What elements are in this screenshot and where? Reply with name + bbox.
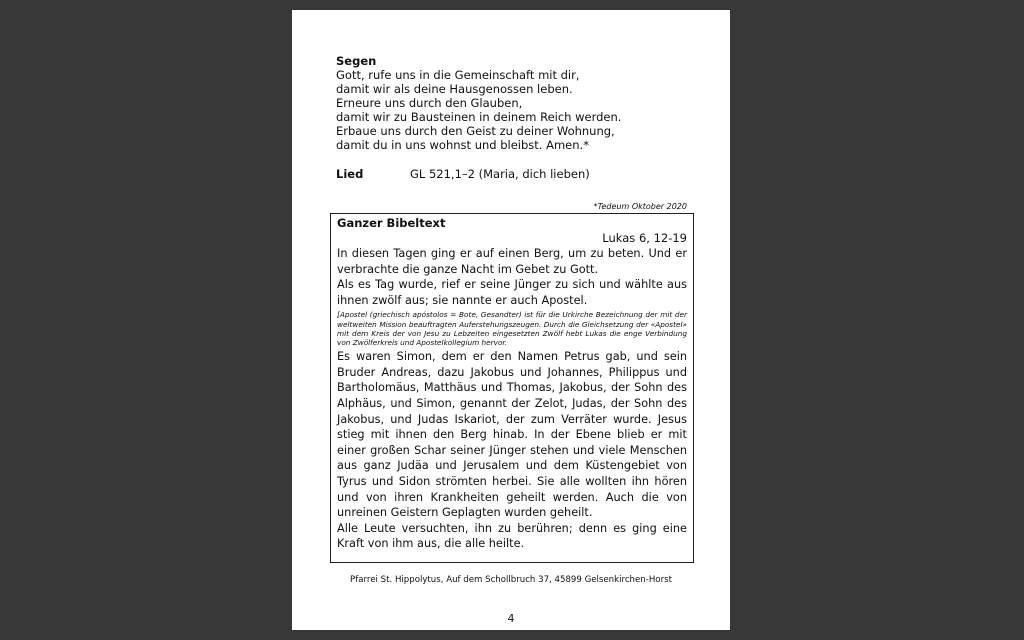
segen-line: damit wir zu Bausteinen in deinem Reich werden. [336,110,622,124]
document-page [292,10,730,630]
footer-address: Pfarrei St. Hippolytus, Auf dem Schollbruch 37, 45899 Gelsenkirchen-Horst [350,575,672,585]
bible-paragraph: Alle Leute versuchten, ihn zu berühren; denn es ging eine Kraft von ihm aus, die alle heilte. [337,521,687,551]
page-number: 4 [507,612,515,625]
segen-line: damit du in uns wohnst und bleibst. Amen.* [336,138,589,152]
lied-row [336,167,590,181]
segen-line: Gott, rufe uns in die Gemeinschaft mit dir, [336,68,580,82]
segen-line: Erneure uns durch den Glauben, [336,96,523,110]
segen-heading: Segen [336,54,377,68]
bible-paragraph: Es waren Simon, dem er den Namen Petrus gab, und sein Bruder Andreas, dazu Jakobus und Johannes, Philippus und Bartholomäus, Matthäus und Thomas, Jakobus, der Sohn des Alphäus, und Simon, genannt der Zelot, Judas, der Sohn des Jakobus, und Judas Iskariot, der zum Verräter wurde. Jesus stieg mit ihnen den Berg hinab. In der Ebene blieb er mit einer großen Schar seiner Jünger stehen und viele Menschen aus ganz Judäa und Jerusalem und dem Küstengebiet von Tyrus und Sidon strömten herbei. Sie alle wollten ihn hören und von ihren Krankheiten geheilt werden. Auch die von unreinen Geistern Geplagten wurden geheilt. [337,350,687,520]
lied-value: GL 521,1–2 (Maria, dich lieben) [410,167,590,181]
bible-text-box [330,213,694,563]
bible-paragraph: Als es Tag wurde, rief er seine Jünger zu sich und wählte aus ihnen zwölf aus; sie nannte er auch Apostel. [337,278,687,307]
lied-label: Lied [336,167,364,181]
segen-line: Erbaue uns durch den Geist zu deiner Wohnung, [336,124,615,138]
segen-section [336,54,696,152]
bible-paragraph: In diesen Tagen ging er auf einen Berg, um zu beten. Und er verbrachte die ganze Nacht im Gebet zu Gott. [337,247,687,276]
segen-line: damit wir als deine Hausgenossen leben. [336,82,573,96]
bible-reference: Lukas 6, 12-19 [602,231,687,245]
bible-footnote: [Apostel (griechisch apóstolos = Bote, Gesandter) ist für die Urkirche Bezeichnung der mit der weltweiten Mission beauftragten Auferstehungszeugen. Durch die Gleichsetzung der «Apostel» mit dem Kreis der von Jesu zu Lebzeiten eingesetzten Zwölf hebt Lukas die enge Verbindung von Zwölferkreis und Apostelkollegium hervor. [337,310,687,347]
source-note: *Tedeum Oktober 2020 [593,202,687,211]
bible-title: Ganzer Bibeltext [337,216,446,230]
